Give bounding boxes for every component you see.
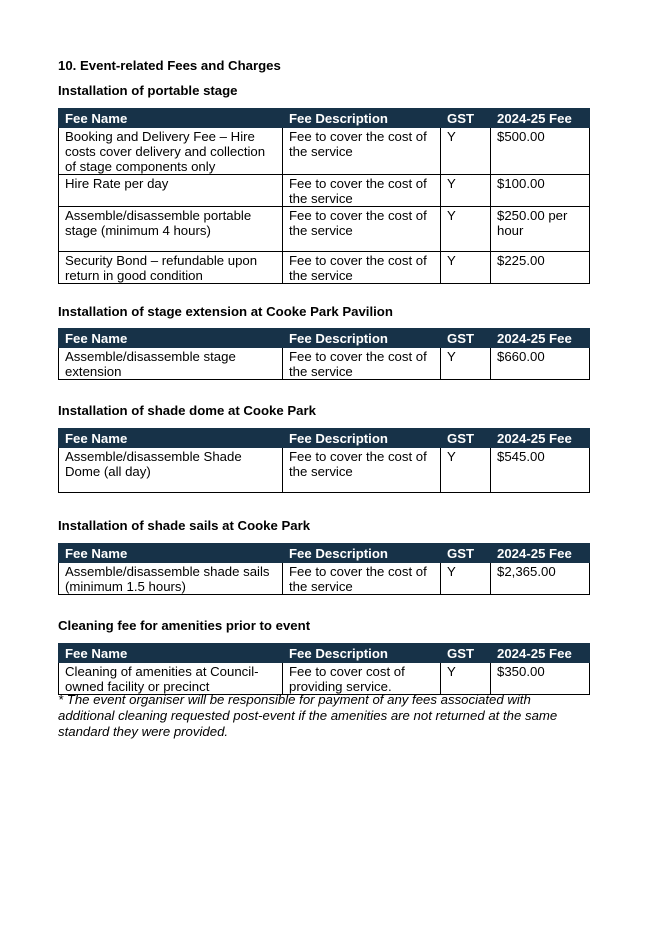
fee-description-cell: Fee to cover the cost of the service: [283, 563, 441, 595]
table-row: [59, 448, 590, 493]
gst-cell: Y: [441, 663, 491, 695]
table-row: [59, 175, 590, 207]
column-header-fee: 2024-25 Fee: [491, 109, 590, 128]
fee-name-cell: Hire Rate per day: [59, 175, 283, 207]
fee-description-cell: Fee to cover the cost of the service: [283, 348, 441, 380]
column-header-fee-name: Fee Name: [59, 329, 283, 348]
gst-cell: Y: [441, 175, 491, 207]
gst-cell: Y: [441, 348, 491, 380]
table-row: [59, 663, 590, 695]
column-header-fee-description: Fee Description: [283, 109, 441, 128]
table-row: [59, 207, 590, 252]
table-header-row: [59, 109, 590, 128]
column-header-gst: GST: [441, 544, 491, 563]
column-header-fee-name: Fee Name: [59, 644, 283, 663]
column-header-gst: GST: [441, 329, 491, 348]
fee-table-cleaning-fee: [58, 643, 590, 695]
fee-amount-cell: $100.00: [491, 175, 590, 207]
table-row: [59, 563, 590, 595]
table-header-row: [59, 644, 590, 663]
fee-amount-cell: $500.00: [491, 128, 590, 175]
table-header-row: [59, 329, 590, 348]
fee-name-cell: Cleaning of amenities at Council-owned facility or precinct: [59, 663, 283, 695]
table-row: [59, 348, 590, 380]
section-title-shade-dome: Installation of shade dome at Cooke Park: [58, 403, 316, 418]
fee-amount-cell: $225.00: [491, 252, 590, 284]
column-header-fee-name: Fee Name: [59, 544, 283, 563]
column-header-gst: GST: [441, 109, 491, 128]
column-header-fee-name: Fee Name: [59, 429, 283, 448]
fee-name-cell: Assemble/disassemble portable stage (minimum 4 hours): [59, 207, 283, 252]
column-header-fee-description: Fee Description: [283, 544, 441, 563]
section-title-cleaning-fee: Cleaning fee for amenities prior to event: [58, 618, 311, 633]
fee-amount-cell: $545.00: [491, 448, 590, 493]
page-heading: 10. Event-related Fees and Charges: [58, 58, 281, 73]
fee-description-cell: Fee to cover the cost of the service: [283, 252, 441, 284]
fee-table-shade-dome: [58, 428, 590, 493]
gst-cell: Y: [441, 128, 491, 175]
fee-name-cell: Booking and Delivery Fee – Hire costs cover delivery and collection of stage components only: [59, 128, 283, 175]
fee-amount-cell: $2,365.00: [491, 563, 590, 595]
section-title-portable-stage: Installation of portable stage: [58, 83, 238, 98]
fee-table-portable-stage: [58, 108, 590, 284]
fee-amount-cell: $660.00: [491, 348, 590, 380]
fee-name-cell: Assemble/disassemble Shade Dome (all day): [59, 448, 283, 493]
cleaning-footnote: * The event organiser will be responsible for payment of any fees associated with additional cleaning requested post-event if the amenities are not returned at the same standard they were provided.: [58, 692, 558, 739]
fee-description-cell: Fee to cover the cost of the service: [283, 128, 441, 175]
fee-name-cell: Security Bond – refundable upon return in good condition: [59, 252, 283, 284]
column-header-fee-description: Fee Description: [283, 644, 441, 663]
column-header-fee: 2024-25 Fee: [491, 429, 590, 448]
column-header-fee-description: Fee Description: [283, 429, 441, 448]
table-header-row: [59, 544, 590, 563]
gst-cell: Y: [441, 252, 491, 284]
table-header-row: [59, 429, 590, 448]
fee-name-cell: Assemble/disassemble stage extension: [59, 348, 283, 380]
fee-amount-cell: $250.00 per hour: [491, 207, 590, 252]
column-header-gst: GST: [441, 644, 491, 663]
fee-description-cell: Fee to cover the cost of the service: [283, 448, 441, 493]
column-header-gst: GST: [441, 429, 491, 448]
column-header-fee: 2024-25 Fee: [491, 329, 590, 348]
fee-table-shade-sails: [58, 543, 590, 595]
table-row: [59, 128, 590, 175]
section-title-stage-extension: Installation of stage extension at Cooke Park Pavilion: [58, 304, 393, 319]
column-header-fee: 2024-25 Fee: [491, 644, 590, 663]
column-header-fee: 2024-25 Fee: [491, 544, 590, 563]
fee-description-cell: Fee to cover the cost of the service: [283, 175, 441, 207]
column-header-fee-name: Fee Name: [59, 109, 283, 128]
fee-description-cell: Fee to cover cost of providing service.: [283, 663, 441, 695]
column-header-fee-description: Fee Description: [283, 329, 441, 348]
section-title-shade-sails: Installation of shade sails at Cooke Park: [58, 518, 311, 533]
gst-cell: Y: [441, 563, 491, 595]
fee-description-cell: Fee to cover the cost of the service: [283, 207, 441, 252]
gst-cell: Y: [441, 448, 491, 493]
fee-amount-cell: $350.00: [491, 663, 590, 695]
fee-name-cell: Assemble/disassemble shade sails (minimum 1.5 hours): [59, 563, 283, 595]
fee-table-stage-extension: [58, 328, 590, 380]
table-row: [59, 252, 590, 284]
gst-cell: Y: [441, 207, 491, 252]
